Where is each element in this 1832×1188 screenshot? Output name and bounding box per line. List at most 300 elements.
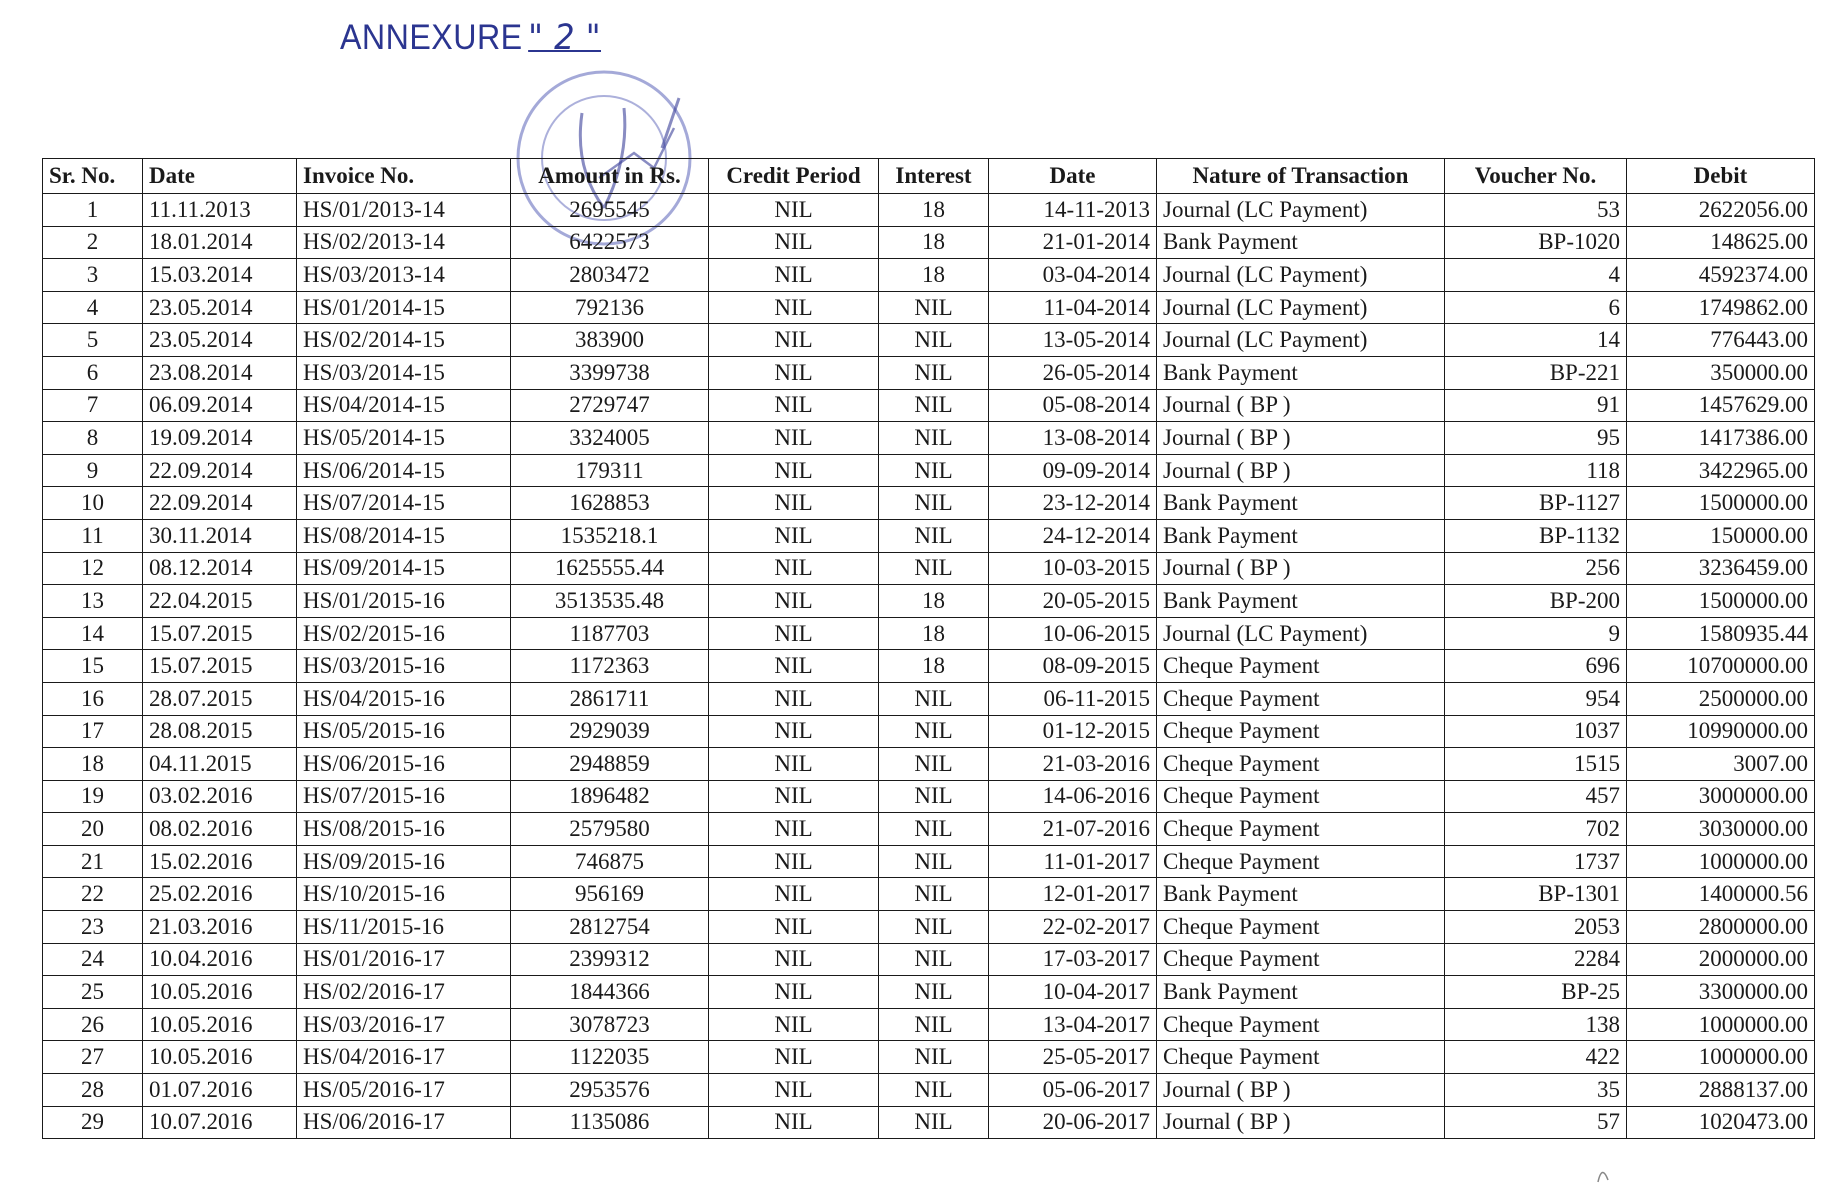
cell-invoice-no: HS/06/2016-17 xyxy=(297,1106,511,1139)
signature-mark xyxy=(1590,1160,1640,1184)
cell-amount: 2399312 xyxy=(511,943,709,976)
cell-payment-date: 22-02-2017 xyxy=(989,911,1157,944)
cell-payment-date: 10-06-2015 xyxy=(989,617,1157,650)
cell-voucher-no: BP-1132 xyxy=(1445,519,1627,552)
cell-interest: NIL xyxy=(879,1041,989,1074)
cell-debit: 148625.00 xyxy=(1627,226,1815,259)
cell-credit-period: NIL xyxy=(709,943,879,976)
cell-nature-of-transaction: Bank Payment xyxy=(1157,519,1445,552)
cell-sr-no: 11 xyxy=(43,519,143,552)
cell-payment-date: 25-05-2017 xyxy=(989,1041,1157,1074)
cell-voucher-no: 6 xyxy=(1445,291,1627,324)
cell-voucher-no: 1737 xyxy=(1445,845,1627,878)
cell-voucher-no: 118 xyxy=(1445,454,1627,487)
cell-payment-date: 26-05-2014 xyxy=(989,356,1157,389)
cell-amount: 179311 xyxy=(511,454,709,487)
cell-voucher-no: 422 xyxy=(1445,1041,1627,1074)
cell-interest: NIL xyxy=(879,552,989,585)
cell-interest: 18 xyxy=(879,194,989,227)
cell-invoice-date: 23.05.2014 xyxy=(143,291,297,324)
cell-interest: NIL xyxy=(879,291,989,324)
cell-invoice-date: 15.02.2016 xyxy=(143,845,297,878)
cell-voucher-no: 4 xyxy=(1445,259,1627,292)
cell-nature-of-transaction: Cheque Payment xyxy=(1157,715,1445,748)
header-sr-no: Sr. No. xyxy=(43,159,143,194)
cell-debit: 1000000.00 xyxy=(1627,845,1815,878)
cell-sr-no: 13 xyxy=(43,585,143,618)
table-row xyxy=(43,552,1815,585)
cell-credit-period: NIL xyxy=(709,291,879,324)
cell-nature-of-transaction: Journal ( BP ) xyxy=(1157,422,1445,455)
cell-payment-date: 20-06-2017 xyxy=(989,1106,1157,1139)
cell-invoice-no: HS/03/2015-16 xyxy=(297,650,511,683)
cell-debit: 10700000.00 xyxy=(1627,650,1815,683)
cell-payment-date: 23-12-2014 xyxy=(989,487,1157,520)
cell-nature-of-transaction: Journal ( BP ) xyxy=(1157,552,1445,585)
cell-sr-no: 9 xyxy=(43,454,143,487)
cell-invoice-no: HS/07/2014-15 xyxy=(297,487,511,520)
table-row xyxy=(43,1008,1815,1041)
cell-amount: 6422573 xyxy=(511,226,709,259)
cell-credit-period: NIL xyxy=(709,748,879,781)
cell-nature-of-transaction: Cheque Payment xyxy=(1157,845,1445,878)
cell-invoice-date: 23.08.2014 xyxy=(143,356,297,389)
annexure-heading xyxy=(340,18,601,58)
annexure-number: " 2 " xyxy=(528,18,602,58)
cell-debit: 10990000.00 xyxy=(1627,715,1815,748)
cell-invoice-date: 15.03.2014 xyxy=(143,259,297,292)
table-row xyxy=(43,291,1815,324)
cell-invoice-date: 04.11.2015 xyxy=(143,748,297,781)
cell-invoice-date: 10.04.2016 xyxy=(143,943,297,976)
cell-payment-date: 03-04-2014 xyxy=(989,259,1157,292)
header-debit: Debit xyxy=(1627,159,1815,194)
cell-invoice-date: 15.07.2015 xyxy=(143,650,297,683)
cell-nature-of-transaction: Bank Payment xyxy=(1157,878,1445,911)
cell-payment-date: 13-05-2014 xyxy=(989,324,1157,357)
cell-voucher-no: 256 xyxy=(1445,552,1627,585)
cell-amount: 3078723 xyxy=(511,1008,709,1041)
cell-payment-date: 10-03-2015 xyxy=(989,552,1157,585)
cell-debit: 3000000.00 xyxy=(1627,780,1815,813)
cell-debit: 3300000.00 xyxy=(1627,976,1815,1009)
cell-voucher-no: BP-25 xyxy=(1445,976,1627,1009)
table-row xyxy=(43,1041,1815,1074)
cell-nature-of-transaction: Journal (LC Payment) xyxy=(1157,194,1445,227)
cell-amount: 1135086 xyxy=(511,1106,709,1139)
cell-interest: NIL xyxy=(879,519,989,552)
table-row xyxy=(43,389,1815,422)
cell-payment-date: 05-06-2017 xyxy=(989,1074,1157,1107)
cell-sr-no: 2 xyxy=(43,226,143,259)
cell-voucher-no: BP-1020 xyxy=(1445,226,1627,259)
cell-interest: NIL xyxy=(879,356,989,389)
cell-invoice-no: HS/10/2015-16 xyxy=(297,878,511,911)
cell-interest: 18 xyxy=(879,617,989,650)
cell-nature-of-transaction: Cheque Payment xyxy=(1157,682,1445,715)
cell-voucher-no: 57 xyxy=(1445,1106,1627,1139)
cell-nature-of-transaction: Cheque Payment xyxy=(1157,813,1445,846)
table-row xyxy=(43,356,1815,389)
cell-voucher-no: 2053 xyxy=(1445,911,1627,944)
cell-invoice-no: HS/11/2015-16 xyxy=(297,911,511,944)
cell-amount: 1172363 xyxy=(511,650,709,683)
table-row xyxy=(43,715,1815,748)
cell-voucher-no: BP-1127 xyxy=(1445,487,1627,520)
cell-invoice-no: HS/09/2014-15 xyxy=(297,552,511,585)
cell-invoice-no: HS/02/2013-14 xyxy=(297,226,511,259)
cell-debit: 1020473.00 xyxy=(1627,1106,1815,1139)
cell-sr-no: 16 xyxy=(43,682,143,715)
table-row xyxy=(43,911,1815,944)
table-row xyxy=(43,487,1815,520)
header-voucher-no: Voucher No. xyxy=(1445,159,1627,194)
table-row xyxy=(43,650,1815,683)
cell-invoice-no: HS/02/2016-17 xyxy=(297,976,511,1009)
cell-voucher-no: 954 xyxy=(1445,682,1627,715)
cell-credit-period: NIL xyxy=(709,422,879,455)
cell-amount: 2948859 xyxy=(511,748,709,781)
cell-nature-of-transaction: Cheque Payment xyxy=(1157,1041,1445,1074)
cell-sr-no: 17 xyxy=(43,715,143,748)
cell-credit-period: NIL xyxy=(709,356,879,389)
cell-voucher-no: BP-1301 xyxy=(1445,878,1627,911)
cell-voucher-no: 2284 xyxy=(1445,943,1627,976)
cell-invoice-date: 18.01.2014 xyxy=(143,226,297,259)
cell-interest: NIL xyxy=(879,911,989,944)
cell-invoice-date: 03.02.2016 xyxy=(143,780,297,813)
cell-sr-no: 19 xyxy=(43,780,143,813)
cell-debit: 2622056.00 xyxy=(1627,194,1815,227)
cell-credit-period: NIL xyxy=(709,585,879,618)
cell-credit-period: NIL xyxy=(709,519,879,552)
cell-sr-no: 24 xyxy=(43,943,143,976)
header-nature-of-transaction: Nature of Transaction xyxy=(1157,159,1445,194)
cell-voucher-no: 457 xyxy=(1445,780,1627,813)
cell-invoice-no: HS/05/2016-17 xyxy=(297,1074,511,1107)
table-row xyxy=(43,943,1815,976)
cell-invoice-date: 15.07.2015 xyxy=(143,617,297,650)
cell-amount: 383900 xyxy=(511,324,709,357)
cell-invoice-date: 19.09.2014 xyxy=(143,422,297,455)
cell-nature-of-transaction: Cheque Payment xyxy=(1157,650,1445,683)
cell-nature-of-transaction: Bank Payment xyxy=(1157,585,1445,618)
cell-nature-of-transaction: Cheque Payment xyxy=(1157,748,1445,781)
cell-amount: 2729747 xyxy=(511,389,709,422)
cell-invoice-no: HS/01/2013-14 xyxy=(297,194,511,227)
cell-voucher-no: 702 xyxy=(1445,813,1627,846)
cell-nature-of-transaction: Journal ( BP ) xyxy=(1157,1074,1445,1107)
cell-credit-period: NIL xyxy=(709,1041,879,1074)
cell-invoice-date: 08.02.2016 xyxy=(143,813,297,846)
header-credit-period: Credit Period xyxy=(709,159,879,194)
cell-debit: 776443.00 xyxy=(1627,324,1815,357)
cell-nature-of-transaction: Cheque Payment xyxy=(1157,1008,1445,1041)
cell-credit-period: NIL xyxy=(709,780,879,813)
cell-amount: 1628853 xyxy=(511,487,709,520)
cell-interest: NIL xyxy=(879,780,989,813)
cell-sr-no: 21 xyxy=(43,845,143,878)
cell-credit-period: NIL xyxy=(709,1106,879,1139)
cell-credit-period: NIL xyxy=(709,389,879,422)
cell-interest: NIL xyxy=(879,1074,989,1107)
cell-invoice-date: 01.07.2016 xyxy=(143,1074,297,1107)
table-row xyxy=(43,454,1815,487)
cell-payment-date: 01-12-2015 xyxy=(989,715,1157,748)
cell-interest: NIL xyxy=(879,943,989,976)
cell-sr-no: 7 xyxy=(43,389,143,422)
cell-amount: 2812754 xyxy=(511,911,709,944)
cell-invoice-no: HS/03/2013-14 xyxy=(297,259,511,292)
table-row xyxy=(43,519,1815,552)
annexure-title: ANNEXURE xyxy=(340,18,523,57)
cell-sr-no: 1 xyxy=(43,194,143,227)
cell-invoice-no: HS/07/2015-16 xyxy=(297,780,511,813)
cell-invoice-no: HS/08/2014-15 xyxy=(297,519,511,552)
cell-debit: 3007.00 xyxy=(1627,748,1815,781)
cell-voucher-no: 138 xyxy=(1445,1008,1627,1041)
cell-nature-of-transaction: Journal ( BP ) xyxy=(1157,389,1445,422)
cell-amount: 2929039 xyxy=(511,715,709,748)
cell-invoice-date: 22.09.2014 xyxy=(143,487,297,520)
table-body xyxy=(43,194,1815,1139)
cell-interest: NIL xyxy=(879,682,989,715)
cell-payment-date: 21-03-2016 xyxy=(989,748,1157,781)
cell-invoice-date: 10.07.2016 xyxy=(143,1106,297,1139)
cell-debit: 3236459.00 xyxy=(1627,552,1815,585)
cell-amount: 2579580 xyxy=(511,813,709,846)
cell-interest: 18 xyxy=(879,585,989,618)
cell-invoice-date: 21.03.2016 xyxy=(143,911,297,944)
cell-payment-date: 05-08-2014 xyxy=(989,389,1157,422)
cell-nature-of-transaction: Bank Payment xyxy=(1157,976,1445,1009)
cell-nature-of-transaction: Bank Payment xyxy=(1157,487,1445,520)
cell-sr-no: 25 xyxy=(43,976,143,1009)
cell-invoice-no: HS/03/2016-17 xyxy=(297,1008,511,1041)
cell-nature-of-transaction: Bank Payment xyxy=(1157,356,1445,389)
cell-amount: 1535218.1 xyxy=(511,519,709,552)
cell-invoice-no: HS/01/2014-15 xyxy=(297,291,511,324)
table-row xyxy=(43,748,1815,781)
cell-nature-of-transaction: Journal (LC Payment) xyxy=(1157,259,1445,292)
cell-credit-period: NIL xyxy=(709,976,879,1009)
cell-invoice-no: HS/04/2015-16 xyxy=(297,682,511,715)
cell-voucher-no: 91 xyxy=(1445,389,1627,422)
cell-debit: 1400000.56 xyxy=(1627,878,1815,911)
cell-amount: 792136 xyxy=(511,291,709,324)
cell-payment-date: 24-12-2014 xyxy=(989,519,1157,552)
cell-payment-date: 06-11-2015 xyxy=(989,682,1157,715)
cell-invoice-no: HS/01/2016-17 xyxy=(297,943,511,976)
cell-invoice-date: 08.12.2014 xyxy=(143,552,297,585)
cell-invoice-no: HS/02/2014-15 xyxy=(297,324,511,357)
cell-sr-no: 6 xyxy=(43,356,143,389)
cell-debit: 2000000.00 xyxy=(1627,943,1815,976)
cell-credit-period: NIL xyxy=(709,324,879,357)
table-row xyxy=(43,682,1815,715)
cell-sr-no: 4 xyxy=(43,291,143,324)
cell-sr-no: 23 xyxy=(43,911,143,944)
table-row xyxy=(43,585,1815,618)
cell-invoice-date: 10.05.2016 xyxy=(143,1008,297,1041)
cell-debit: 1457629.00 xyxy=(1627,389,1815,422)
cell-debit: 3422965.00 xyxy=(1627,454,1815,487)
table-row xyxy=(43,976,1815,1009)
cell-invoice-date: 22.09.2014 xyxy=(143,454,297,487)
cell-payment-date: 08-09-2015 xyxy=(989,650,1157,683)
cell-debit: 1417386.00 xyxy=(1627,422,1815,455)
cell-voucher-no: 14 xyxy=(1445,324,1627,357)
cell-payment-date: 20-05-2015 xyxy=(989,585,1157,618)
cell-interest: NIL xyxy=(879,422,989,455)
cell-invoice-no: HS/05/2014-15 xyxy=(297,422,511,455)
cell-amount: 3513535.48 xyxy=(511,585,709,618)
cell-credit-period: NIL xyxy=(709,194,879,227)
table-row xyxy=(43,324,1815,357)
cell-interest: NIL xyxy=(879,845,989,878)
table-row xyxy=(43,1106,1815,1139)
cell-payment-date: 14-06-2016 xyxy=(989,780,1157,813)
cell-debit: 150000.00 xyxy=(1627,519,1815,552)
cell-amount: 2953576 xyxy=(511,1074,709,1107)
cell-credit-period: NIL xyxy=(709,682,879,715)
cell-invoice-no: HS/03/2014-15 xyxy=(297,356,511,389)
cell-payment-date: 09-09-2014 xyxy=(989,454,1157,487)
cell-nature-of-transaction: Journal (LC Payment) xyxy=(1157,324,1445,357)
cell-invoice-date: 22.04.2015 xyxy=(143,585,297,618)
cell-debit: 1000000.00 xyxy=(1627,1008,1815,1041)
cell-credit-period: NIL xyxy=(709,813,879,846)
header-interest: Interest xyxy=(879,159,989,194)
cell-nature-of-transaction: Cheque Payment xyxy=(1157,911,1445,944)
cell-nature-of-transaction: Cheque Payment xyxy=(1157,780,1445,813)
cell-sr-no: 10 xyxy=(43,487,143,520)
table-row xyxy=(43,1074,1815,1107)
payment-ledger-table xyxy=(42,158,1815,1139)
cell-amount: 1844366 xyxy=(511,976,709,1009)
cell-debit: 1749862.00 xyxy=(1627,291,1815,324)
cell-sr-no: 29 xyxy=(43,1106,143,1139)
cell-interest: NIL xyxy=(879,1106,989,1139)
cell-voucher-no: 1515 xyxy=(1445,748,1627,781)
cell-payment-date: 11-04-2014 xyxy=(989,291,1157,324)
cell-amount: 746875 xyxy=(511,845,709,878)
cell-invoice-date: 10.05.2016 xyxy=(143,976,297,1009)
cell-sr-no: 22 xyxy=(43,878,143,911)
cell-nature-of-transaction: Cheque Payment xyxy=(1157,943,1445,976)
table-row xyxy=(43,878,1815,911)
cell-invoice-no: HS/02/2015-16 xyxy=(297,617,511,650)
cell-voucher-no: BP-200 xyxy=(1445,585,1627,618)
cell-amount: 3324005 xyxy=(511,422,709,455)
cell-invoice-date: 11.11.2013 xyxy=(143,194,297,227)
cell-amount: 2861711 xyxy=(511,682,709,715)
cell-credit-period: NIL xyxy=(709,226,879,259)
cell-sr-no: 3 xyxy=(43,259,143,292)
table-row xyxy=(43,194,1815,227)
cell-payment-date: 11-01-2017 xyxy=(989,845,1157,878)
cell-interest: 18 xyxy=(879,650,989,683)
cell-voucher-no: 53 xyxy=(1445,194,1627,227)
cell-voucher-no: 1037 xyxy=(1445,715,1627,748)
cell-debit: 4592374.00 xyxy=(1627,259,1815,292)
cell-interest: NIL xyxy=(879,487,989,520)
cell-amount: 956169 xyxy=(511,878,709,911)
cell-invoice-no: HS/09/2015-16 xyxy=(297,845,511,878)
cell-credit-period: NIL xyxy=(709,487,879,520)
cell-debit: 3030000.00 xyxy=(1627,813,1815,846)
cell-invoice-date: 28.08.2015 xyxy=(143,715,297,748)
cell-interest: 18 xyxy=(879,226,989,259)
table-row xyxy=(43,422,1815,455)
cell-sr-no: 27 xyxy=(43,1041,143,1074)
cell-invoice-date: 25.02.2016 xyxy=(143,878,297,911)
cell-credit-period: NIL xyxy=(709,911,879,944)
cell-amount: 3399738 xyxy=(511,356,709,389)
cell-interest: NIL xyxy=(879,715,989,748)
cell-interest: NIL xyxy=(879,324,989,357)
cell-interest: NIL xyxy=(879,976,989,1009)
cell-debit: 1500000.00 xyxy=(1627,585,1815,618)
cell-sr-no: 5 xyxy=(43,324,143,357)
cell-payment-date: 21-07-2016 xyxy=(989,813,1157,846)
cell-amount: 2695545 xyxy=(511,194,709,227)
cell-invoice-date: 30.11.2014 xyxy=(143,519,297,552)
table-row xyxy=(43,259,1815,292)
cell-invoice-date: 28.07.2015 xyxy=(143,682,297,715)
cell-credit-period: NIL xyxy=(709,845,879,878)
cell-credit-period: NIL xyxy=(709,617,879,650)
cell-invoice-date: 23.05.2014 xyxy=(143,324,297,357)
cell-interest: NIL xyxy=(879,389,989,422)
cell-debit: 2800000.00 xyxy=(1627,911,1815,944)
cell-sr-no: 14 xyxy=(43,617,143,650)
header-payment-date: Date xyxy=(989,159,1157,194)
cell-nature-of-transaction: Journal ( BP ) xyxy=(1157,1106,1445,1139)
cell-voucher-no: 696 xyxy=(1445,650,1627,683)
table-row xyxy=(43,780,1815,813)
header-amount: Amount in Rs. xyxy=(511,159,709,194)
cell-invoice-no: HS/08/2015-16 xyxy=(297,813,511,846)
table-row xyxy=(43,845,1815,878)
cell-invoice-no: HS/06/2014-15 xyxy=(297,454,511,487)
cell-nature-of-transaction: Journal (LC Payment) xyxy=(1157,291,1445,324)
cell-amount: 2803472 xyxy=(511,259,709,292)
cell-sr-no: 8 xyxy=(43,422,143,455)
cell-payment-date: 14-11-2013 xyxy=(989,194,1157,227)
cell-credit-period: NIL xyxy=(709,878,879,911)
cell-credit-period: NIL xyxy=(709,715,879,748)
cell-invoice-date: 06.09.2014 xyxy=(143,389,297,422)
cell-invoice-no: HS/04/2014-15 xyxy=(297,389,511,422)
table-row xyxy=(43,617,1815,650)
cell-voucher-no: 9 xyxy=(1445,617,1627,650)
cell-credit-period: NIL xyxy=(709,1008,879,1041)
cell-voucher-no: 95 xyxy=(1445,422,1627,455)
cell-debit: 1000000.00 xyxy=(1627,1041,1815,1074)
cell-amount: 1896482 xyxy=(511,780,709,813)
cell-debit: 350000.00 xyxy=(1627,356,1815,389)
cell-credit-period: NIL xyxy=(709,259,879,292)
cell-nature-of-transaction: Bank Payment xyxy=(1157,226,1445,259)
cell-debit: 2500000.00 xyxy=(1627,682,1815,715)
cell-sr-no: 12 xyxy=(43,552,143,585)
cell-credit-period: NIL xyxy=(709,552,879,585)
cell-interest: NIL xyxy=(879,813,989,846)
cell-sr-no: 20 xyxy=(43,813,143,846)
cell-payment-date: 17-03-2017 xyxy=(989,943,1157,976)
cell-sr-no: 28 xyxy=(43,1074,143,1107)
